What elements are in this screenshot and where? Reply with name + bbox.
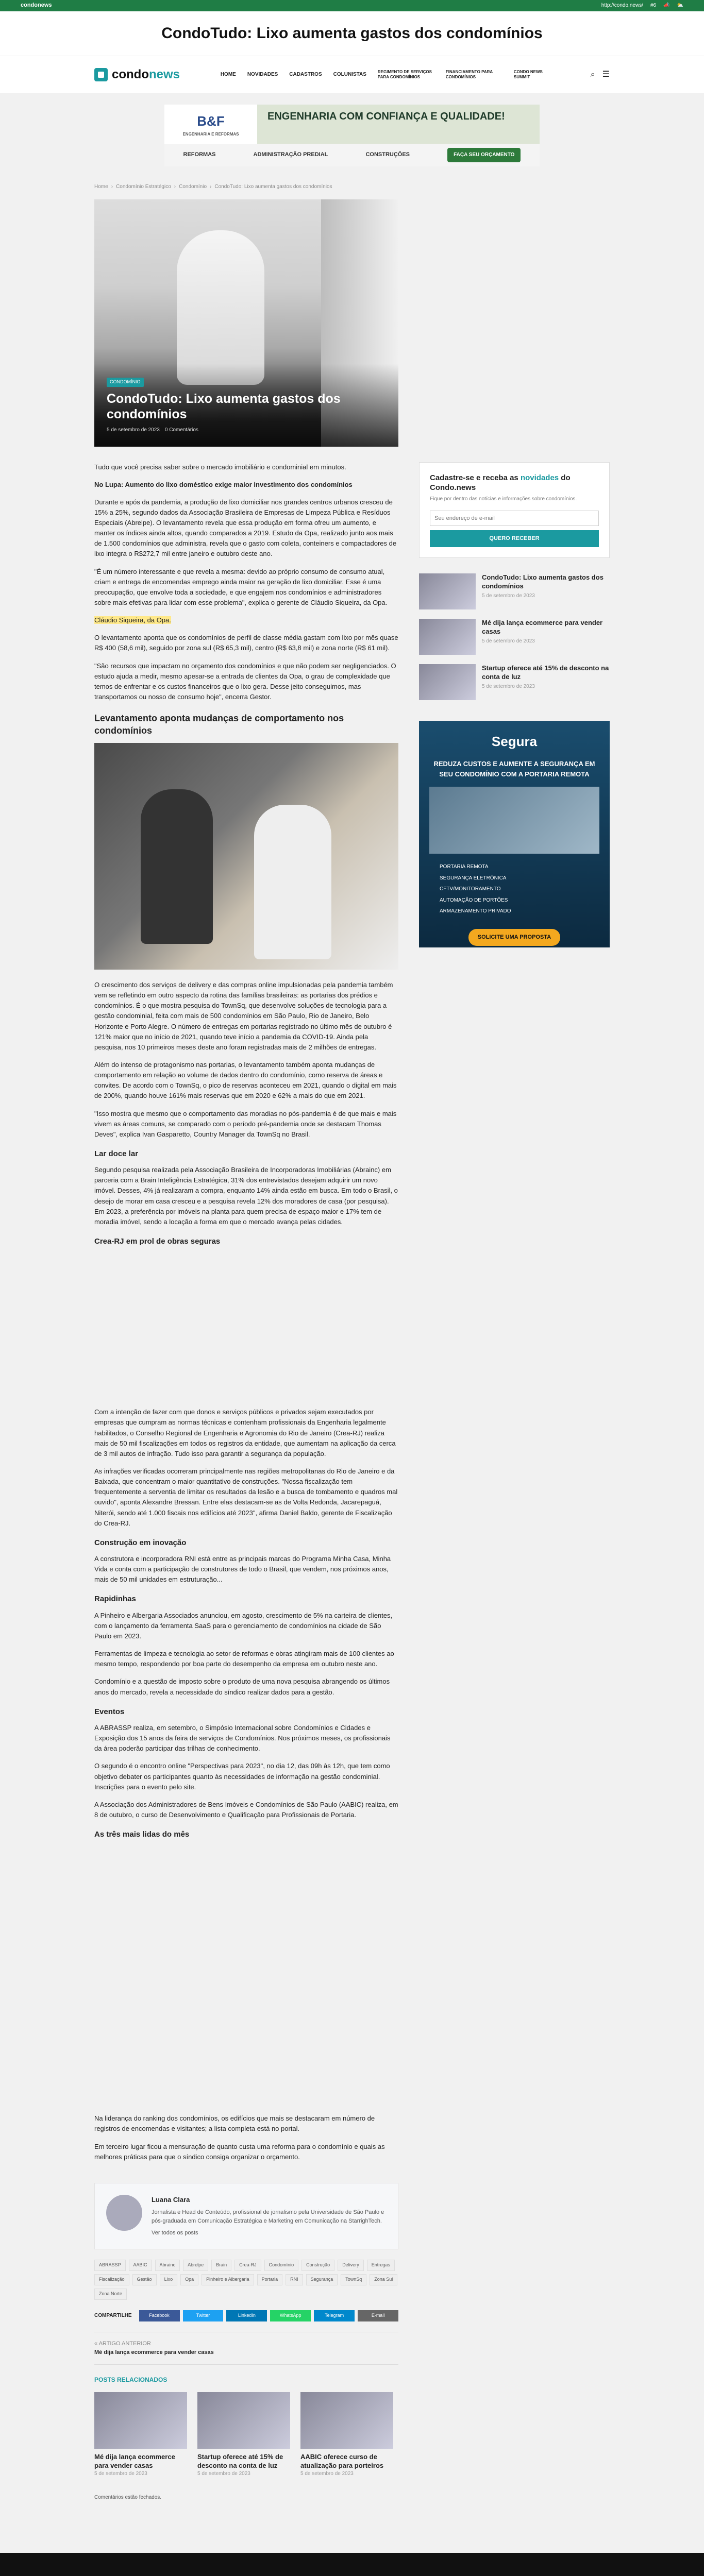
breadcrumb-item[interactable]: Condomínio Estratégico <box>116 184 171 190</box>
share-linkedin-button[interactable]: LinkedIn <box>226 2310 267 2321</box>
paragraph: O levantamento aponta que os condomínios de perfil de classe média gastam com lixo por mês quase R$ 400 (58,6 mil), seguido por zona sul (R$ 65,3 mil), centro (R$ 63,8 mil) e zona norte (R$ 61 mil). <box>94 634 398 652</box>
tag[interactable]: ABRASSP <box>94 2260 126 2271</box>
intro: Tudo que você precisa saber sobre o mercado imobiliário e condominial em minutos. <box>94 463 346 471</box>
post-date: 5 de setembro de 2023 <box>107 427 160 433</box>
paragraph: "Isso mostra que mesmo que o comportamento das moradias no pós-pandemia é de que mais e mais vivem as áreas comuns, se comparado com o período pré-pandemia onde se destacam Thomas Deves", explica Ivan Gasparetto, Country Manager da TownSq no Brasil. <box>94 1109 397 1138</box>
list-title[interactable]: Mé dija lança ecommerce para vender casas <box>482 618 603 635</box>
search-icon[interactable]: ⌕ <box>590 70 595 79</box>
logo-text-b: news <box>149 67 180 82</box>
top-link[interactable]: 📣 <box>663 3 670 9</box>
banner-title: CondoTudo: Lixo aumenta gastos dos condomínios <box>0 11 704 56</box>
email-field[interactable] <box>430 511 599 526</box>
menu-icon[interactable]: ☰ <box>602 70 610 79</box>
sidebar-ad-item: SEGURANÇA ELETRÔNICA <box>440 875 507 881</box>
author-box <box>94 2183 398 2249</box>
tag[interactable]: Crea-RJ <box>234 2260 261 2271</box>
section-lead: No Lupa: Aumento do lixo doméstico exige maior investimento dos condomínios <box>94 480 353 488</box>
tag[interactable]: Entregas <box>367 2260 395 2271</box>
author-more-link[interactable]: Ver todos os posts <box>152 2230 198 2236</box>
top-bar <box>0 0 704 11</box>
sidebar <box>419 462 610 2533</box>
related-card[interactable] <box>300 2392 393 2478</box>
nav-item-financiamento[interactable]: FINANCIAMENTO PARA CONDOMÍNIOS <box>445 70 493 79</box>
breadcrumb-item[interactable]: Condomínio <box>179 184 207 190</box>
newsletter-note: Fique por dentro das notícias e informações sobre condomínios. <box>430 496 577 502</box>
nav-item-home[interactable]: HOME <box>220 72 236 78</box>
logo-text-a: condo <box>112 67 149 82</box>
top-bar-links <box>601 2 683 10</box>
related-date: 5 de setembro de 2023 <box>94 2471 147 2477</box>
hero-image <box>94 199 398 447</box>
paragraph: O crescimento dos serviços de delivery e das compras online impulsionadas pela pandemia também vem se refletindo em outro aspecto da rotina das famílias brasileiras: as portarias dos prédios e condomínios. É o que mostra pesquisa do TownSq, que desenvolve soluções de tecnologia para a gestão condominial, feita com mais de 500 condomínios em São Paulo, Rio de Janeiro, Belo Horizonte e Porto Alegre. O número de entregas em portarias registrado no último mês de outubro é 121% maior que no início de 2021, quando teve início a pandemia da COVID-19. Ainda pela pesquisa, nos 10 primeiros meses deste ano foram registradas mais de 2 milhões de entregas. <box>94 980 393 1051</box>
tag[interactable]: Fiscalização <box>94 2274 129 2285</box>
prev-label: « ARTIGO ANTERIOR <box>94 2341 151 2347</box>
site-logo[interactable] <box>94 65 180 84</box>
comments-closed: Comentários estão fechados. <box>94 2494 162 2500</box>
related-title-link[interactable]: Mé dija lança ecommerce para vender casas <box>94 2452 175 2469</box>
tag[interactable]: Abrelpe <box>183 2260 208 2271</box>
list-title[interactable]: CondoTudo: Lixo aumenta gastos dos condomínios <box>482 573 604 590</box>
breadcrumb: Home › Condomínio Estratégico › Condomínio › CondoTudo: Lixo aumenta gastos dos condomínios <box>94 178 610 199</box>
ad-brand: B&F <box>197 113 225 129</box>
breadcrumb-current: CondoTudo: Lixo aumenta gastos dos condomínios <box>214 184 332 190</box>
nav-item-colunistas[interactable]: COLUNISTAS <box>333 72 366 78</box>
ad-item: ADMINISTRAÇÃO PREDIAL <box>253 151 328 158</box>
top-ad[interactable] <box>94 93 610 178</box>
list-date: 5 de setembro de 2023 <box>482 593 535 599</box>
ad-item: REFORMAS <box>183 151 216 158</box>
footer <box>0 2553 704 2576</box>
related-card[interactable] <box>197 2392 290 2478</box>
sidebar-ad-headline: REDUZA CUSTOS E AUMENTE A SEGURANÇA EM SEU CONDOMÍNIO COM A PORTARIA REMOTA <box>433 759 595 778</box>
share-facebook-button[interactable]: Facebook <box>139 2310 180 2321</box>
hero-photo <box>177 230 264 385</box>
paragraph: Segundo pesquisa realizada pela Associação Brasileira de Incorporadoras Imobiliárias (Abrainc) em parceria com a Brain Inteligência Estratégica, 31% dos entrevistados desejam adquirir um novo imóvel. Desses, 4% já realizaram a compra, enquanto 14% ainda estão em busca. Em todo o Brasil, o desejo de morar em casa cresceu e a pesquisa revela 12% dos moradores de casa (por pesquisa). Em 2023, a preferência por imóveis na planta para quem precisa de espaço maior e 17% tem de moradia imóvel, sendo a locação a forma em que o mercado avança pelas cidades. <box>94 1166 398 1226</box>
breadcrumb-item[interactable]: Home <box>94 184 108 190</box>
sidebar-ad-item: CFTV/MONITORAMENTO <box>440 886 501 892</box>
nav-item-regimento[interactable]: REGIMENTO DE SERVIÇOS PARA CONDOMÍNIOS <box>377 70 432 79</box>
section-heading: Lar doce lar <box>94 1149 139 1158</box>
paragraph: O segundo é o encontro online "Perspectivas para 2023", no dia 12, das 09h às 12h, que tem como objetivo debater os participantes quanto às necessidades de informação na gestão condominial. Inscrições para o evento pelo site. <box>94 1762 390 1791</box>
highlighted-text: Cláudio Siqueira, da Opa. <box>94 616 171 624</box>
paragraph: "São recursos que impactam no orçamento dos condomínios e que não podem ser negligenciados. O estudo ajuda a medir, mesmo apesar-se a entrada de clientes da Opa, o grau de complexidade que temos de enfrentar e os custos financeiros que o lixo gera. Desse jeito conseguimos, mas transportamos ou nosso de consumo hoje", encerra Gestor. <box>94 662 396 701</box>
prev-post-link[interactable]: Mé dija lança ecommerce para vender casas <box>94 2349 214 2356</box>
share-label: COMPARTILHE <box>94 2313 132 2319</box>
tag[interactable]: Brain <box>211 2260 231 2271</box>
paragraph: Além do intenso de protagonismo nas portarias, o levantamento também aponta mudanças de comportamento em relação ao volume de dados dentro do condomínio, como reserva de áreas e convites. De acordo com o TownSq, o pico de reservas aconteceu em 2021, quando o digital em mais de 200%, quando houve 161% mais reservas que em 2020 e 62% a mais do que em 2021. <box>94 1060 397 1100</box>
top-link[interactable]: #6 <box>650 3 657 9</box>
section-heading: As três mais lidas do mês <box>94 1830 190 1839</box>
tag[interactable]: Opa <box>180 2274 198 2285</box>
sidebar-ad-photo <box>429 787 599 854</box>
ad-brand-sub: ENGENHARIA E REFORMAS <box>182 131 239 137</box>
nav-item-novidades[interactable]: NOVIDADES <box>247 72 278 78</box>
related-thumb[interactable] <box>94 2392 187 2449</box>
related-title: POSTS RELACIONADOS <box>94 2376 167 2384</box>
paragraph: Com a intenção de fazer com que donos e serviços públicos e privados sejam executados por empresas que cumpram as normas técnicas e contenham profissionais da Engenharia legalmente habilitados, o Conselho Regional de Engenharia e Agronomia do Rio de Janeiro (Crea-RJ) realiza mais de 50 mil fiscalizações em todos os registros da entidade, que aumentam na aplicação da cerca de 3 mil autos de infração. Tudo isso para garantir a segurança da população. <box>94 1408 396 1458</box>
list-thumb[interactable] <box>419 664 476 700</box>
sidebar-post-list <box>419 573 610 700</box>
section-heading: Construção em inovação <box>94 1538 187 1547</box>
ad-cta-button[interactable]: FAÇA SEU ORÇAMENTO <box>447 148 521 162</box>
tag[interactable]: RNI <box>286 2274 303 2285</box>
tag[interactable]: Pinheiro e Albergaria <box>202 2274 254 2285</box>
tag[interactable]: Portaria <box>257 2274 283 2285</box>
sidebar-ad[interactable] <box>419 721 610 947</box>
page-title: CondoTudo: Lixo aumenta gastos dos condomínios <box>107 392 341 421</box>
paragraph: A construtora e incorporadora RNI está entre as principais marcas do Programa Minha Casa, Minha Vida e conta com a participação de construtores de todo o Brasil, que vendem, nos próximos anos, mais de 50 mil unidades em estruturação... <box>94 1555 391 1584</box>
nav-item-summit[interactable]: CONDO NEWS SUMMIT <box>513 70 543 79</box>
nav-item-cadastros[interactable]: CADASTROS <box>289 72 322 78</box>
ad-item: CONSTRUÇÕES <box>365 151 410 158</box>
tag[interactable]: TownSq <box>341 2274 366 2285</box>
top-link[interactable]: ⛅ <box>677 3 683 9</box>
sidebar-ad-item: AUTOMAÇÃO DE PORTÕES <box>440 897 508 903</box>
article-body <box>94 462 398 2533</box>
ad-brand-logo <box>164 111 257 138</box>
tag[interactable]: Segurança <box>306 2274 338 2285</box>
paragraph: Em terceiro lugar ficou a mensuração de quanto custa uma reforma para o condomínio e quais as melhores práticas para que o síndico consiga organizar o orçamento. <box>94 2142 385 2161</box>
related-posts <box>94 2375 398 2478</box>
top-bar-site: condonews <box>21 2 52 9</box>
tag[interactable]: Zona Sul <box>370 2274 397 2285</box>
subscribe-button[interactable]: QUERO RECEBER <box>430 530 599 547</box>
share-bar <box>94 2310 398 2321</box>
tag[interactable]: Construção <box>301 2260 334 2271</box>
share-whatsapp-button[interactable]: WhatsApp <box>270 2310 311 2321</box>
list-date: 5 de setembro de 2023 <box>482 684 535 690</box>
related-date: 5 de setembro de 2023 <box>300 2471 354 2477</box>
share-twitter-button[interactable]: Twitter <box>183 2310 224 2321</box>
sidebar-ad-cta-button[interactable]: SOLICITE UMA PROPOSTA <box>468 929 560 946</box>
paragraph: Condomínio e a questão de imposto sobre o produto de uma nova pesquisa abrangendo os últimos anos do mercado, revela a necessidade do síndico realizar dados para a gestão. <box>94 1677 390 1696</box>
paragraph: A ABRASSP realiza, em setembro, o Simpósio Internacional sobre Condomínios e Cidades e Exposição dos 15 anos da feira de serviços de Condomínios. Nos próximos meses, os profissionais da área poderão participar das trilhas de conhecimento. <box>94 1723 391 1753</box>
tag-list <box>94 2260 398 2300</box>
logo-mark-icon <box>94 68 108 81</box>
share-telegram-button[interactable]: Telegram <box>314 2310 355 2321</box>
related-title-link[interactable]: AABIC oferece curso de atualização para porteiros <box>300 2452 384 2469</box>
section-heading: Eventos <box>94 1707 125 1716</box>
avatar[interactable] <box>106 2195 142 2231</box>
tag[interactable]: Lixo <box>160 2274 178 2285</box>
author-name[interactable]: Luana Clara <box>152 2195 190 2204</box>
sidebar-ad-item: PORTARIA REMOTA <box>440 864 489 870</box>
list-thumb[interactable] <box>419 619 476 655</box>
newsletter-title: Cadastre-se e receba as novidades do Condo.news <box>430 473 571 492</box>
category-badge[interactable]: CONDOMÍNIO <box>107 378 144 387</box>
list-item[interactable] <box>419 573 610 609</box>
header-icons <box>591 69 610 81</box>
section-heading: Rapidinhas <box>94 1595 136 1604</box>
paragraph: A Pinheiro e Albergaria Associados anunciou, em agosto, crescimento de 5% na carteira de clientes, com o lançamento da ferramenta SaaS para o gerenciamento de condomínios na cidade de São Paulo em 2023. <box>94 1611 393 1640</box>
author-bio: Jornalista e Head de Conteúdo, profissional de jornalismo pela Universidade de São Paulo e pós-graduada em Comunicação Estratégica e Marketing em Comunicação na StarrighTech. <box>152 2209 384 2225</box>
tag[interactable]: Zona Norte <box>94 2289 127 2300</box>
paragraph: Durante e após da pandemia, a produção de lixo domiciliar nos grandes centros urbanos cresceu de 15% a 25%, segundo dados da Associação Brasileira de Empresas de Limpeza Pública e Resíduos Especiais (Abrelpe). O levantamento revela que essa produção em forma ofreu um aumento, e manter os índices ainda altos, quando comparados a 2019. Estudo da Opa, realizado junto aos mais de 1.500 condomínios que administra, revela que o gasto com coleta, conteiners e compactadores de lixo integra o R$272,7 mil entre janeiro e outubro deste ano. <box>94 498 397 558</box>
tag[interactable]: Abrainc <box>155 2260 180 2271</box>
post-navigation <box>94 2332 398 2365</box>
list-thumb[interactable] <box>419 573 476 609</box>
related-card[interactable] <box>94 2392 187 2478</box>
share-email-button[interactable]: E-mail <box>358 2310 398 2321</box>
comments-count[interactable]: 0 Comentários <box>164 427 198 433</box>
list-title[interactable]: Startup oferece até 15% de desconto na conta de luz <box>482 664 609 681</box>
related-date: 5 de setembro de 2023 <box>197 2471 250 2477</box>
newsletter-box <box>419 462 610 558</box>
paragraph: As infrações verificadas ocorreram principalmente nas regiões metropolitanas do Rio de Janeiro e da Baixada, que concentram o maior quantitativo de construções. "Nossa fiscalização tem frequentemente a serventia de limitar os resultados da lesão e a busca de tombamento e quadros mal ouvido", aponta Alexandre Bressan. Entre elas destacam-se as de Volta Redonda, Jacarepaguá, Niterói, sendo até 1.000 fiscais nos edifícios até 2023", afirma Daniel Baldo, gerente de Fiscalização do Crea-RJ. <box>94 1467 398 1527</box>
paragraph: Ferramentas de limpeza e tecnologia ao setor de reformas e obras atingiram mais de 100 clientes ao mesmo tempo, respondendo por boa parte do desempenho da empresa em outubro neste ano. <box>94 1650 394 1668</box>
section-heading: Levantamento aponta mudanças de comportamento nos condomínios <box>94 713 344 736</box>
top-link[interactable]: http://condo.news/ <box>601 3 643 9</box>
paragraph: Na liderança do ranking dos condomínios, os edifícios que mais se destacaram em número de registros de encomendas e visitantes; a lista completa está no portal. <box>94 2114 375 2133</box>
related-title-link[interactable]: Startup oferece até 15% de desconto na conta de luz <box>197 2452 283 2469</box>
tag[interactable]: Condomínio <box>264 2260 299 2271</box>
tag[interactable]: Delivery <box>338 2260 364 2271</box>
related-thumb[interactable] <box>300 2392 393 2449</box>
list-item[interactable] <box>419 664 610 700</box>
sidebar-ad-brand: Segura <box>491 733 538 749</box>
sidebar-ad-item: ARMAZENAMENTO PRIVADO <box>440 908 511 914</box>
paragraph: "É um número interessante e que revela a mesma: devido ao próprio consumo de consumo atual, criam e entrega de encomendas emprego ainda maior na geração de lixo domiciliar. Esse é uma preocupação, que envolve toda a sociedade, e que engajem nos condomínios e administradores sobre mais efetivas para lidar com esse problema", explica o gerente de Cláudio Siqueira, da Opa. <box>94 567 388 607</box>
tag[interactable]: Gestão <box>132 2274 157 2285</box>
main-nav <box>221 70 550 79</box>
related-thumb[interactable] <box>197 2392 290 2449</box>
header <box>0 56 704 93</box>
paragraph: A Associação dos Administradores de Bens Imóveis e Condomínios de São Paulo (AABIC) realiza, em 8 de outubro, o curso de Desenvolvimento e Qualificação para Profissionais de Portaria. <box>94 1800 398 1819</box>
tag[interactable]: AABIC <box>129 2260 152 2271</box>
section-heading: Crea-RJ em prol de obras seguras <box>94 1237 221 1246</box>
article-photo <box>94 743 398 970</box>
list-item[interactable] <box>419 619 610 655</box>
list-date: 5 de setembro de 2023 <box>482 638 535 645</box>
ad-slogan: ENGENHARIA COM CONFIANÇA E QUALIDADE! <box>257 105 540 144</box>
